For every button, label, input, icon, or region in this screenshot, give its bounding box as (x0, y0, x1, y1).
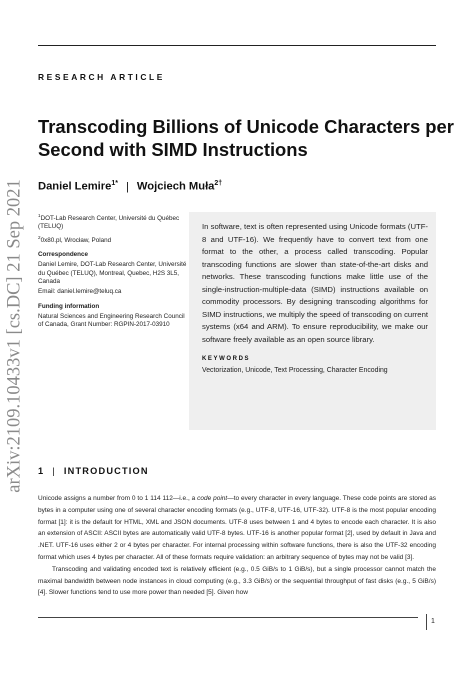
top-rule (38, 45, 436, 46)
keywords-list: Vectorization, Unicode, Text Processing, Character Encoding (202, 367, 388, 374)
arxiv-sidebar (0, 116, 30, 556)
affiliation (38, 234, 190, 245)
correspondence-heading: Correspondence (38, 251, 89, 259)
funding-text: Natural Sciences and Engineering Research Council of Canada, Grant Number: RGPIN-2017-03910 (38, 312, 185, 329)
footer-rule (38, 617, 418, 618)
correspondence-address: Daniel Lemire, DOT-Lab Research Center, Université du Québec (TELUQ), Montreal, Quebec, H2S 3L5, Canada (38, 261, 187, 285)
author-separator: | (126, 180, 129, 193)
author-name: Wojciech Muła (136, 180, 215, 193)
author-superscript: 1* (111, 180, 118, 187)
correspondence-email: Email: daniel.lemire@teluq.ca (38, 288, 122, 296)
affiliation (38, 212, 190, 232)
author-info-column (38, 212, 190, 331)
funding-heading: Funding information (38, 302, 100, 310)
section-title: INTRODUCTION (63, 466, 149, 476)
section-heading (38, 466, 149, 476)
paper-title: Transcoding Billions of Unicode Characters per Second with SIMD Instructions (38, 116, 454, 160)
author-name: Daniel Lemire (38, 180, 112, 193)
affiliation-text: DOT-Lab Research Center, Université du Québec (TELUQ) (38, 215, 180, 231)
body-text (38, 493, 436, 599)
body-paragraph (38, 493, 436, 564)
page-number-divider (426, 614, 427, 630)
section-separator: | (52, 466, 56, 476)
affiliation-superscript: 2 (38, 234, 41, 240)
section-number: 1 (38, 466, 45, 476)
affiliation-text: 0x80.pl, Wrocław, Poland (40, 236, 112, 244)
body-paragraph: Transcoding and validating encoded text is relatively efficient (e.g., 0.5 GiB/s to 1 GiB/s), but a single processor cannot match the maximal bandwidth between node instances in cloud computing (e.g., 3.3 GiB/s) or the sequential throughput of fast disks (e.g., 5 GiB/s) [4]. Slower functions tend to use more power than needed [5]. Given how (38, 565, 436, 597)
body-text-run: —to every character in every language. These code points are stored as bytes in a computer using one of several character encoding formats (e.g., UTF-8, UTF-16, UTF-32). UTF-8 is the most popular encoding format [1]: it is the default for HTML, XML and JSON documents. UTF-8 uses between 1 and 4 bytes to encode each character. It is also an extension of ASCII: ASCII bytes are automatically valid UTF-8 bytes. UTF-16 is another popular format [2], used by default in Java and .NET. UTF-16 uses either 2 or 4 bytes per character. For internal processing within software functions, there is also the UTF-32 encoding format which uses 4 bytes per character. All of these formats require validation: an arbitrary sequence of bytes may not be valid [3]. (38, 495, 437, 561)
arxiv-identifier: arXiv:2109.10433v1 [cs.DC] 21 Sep 2021 (4, 179, 25, 493)
author-superscript: 2† (214, 180, 223, 187)
body-emphasis: code point (197, 495, 228, 502)
affiliation-superscript: 1 (38, 213, 41, 218)
author-line (38, 180, 222, 193)
page-number: 1 (431, 618, 435, 625)
abstract-text: In software, text is often represented using Unicode formats (UTF-8 and UTF-16). We frequently have to convert text from one format to the other, a process called transcoding. Popular transcoding functions are slower than state-of-the-art disks and networks. These transcoding functions make little use of the single-instruction-multiple-data (SIMD) instructions available on commodity processors. By designing transcoding algorithms for SIMD instructions, we multiply the speed of transcoding on current systems (x64 and ARM). To ensure reproducibility, we make our software freely available as an open source library. (202, 222, 428, 344)
body-text-run: Unicode assigns a number from 0 to 1 114 112—i.e., a (38, 495, 198, 502)
keywords-heading: KEYWORDS (202, 356, 251, 362)
abstract-box (189, 212, 436, 430)
article-type-label: RESEARCH ARTICLE (38, 72, 165, 82)
